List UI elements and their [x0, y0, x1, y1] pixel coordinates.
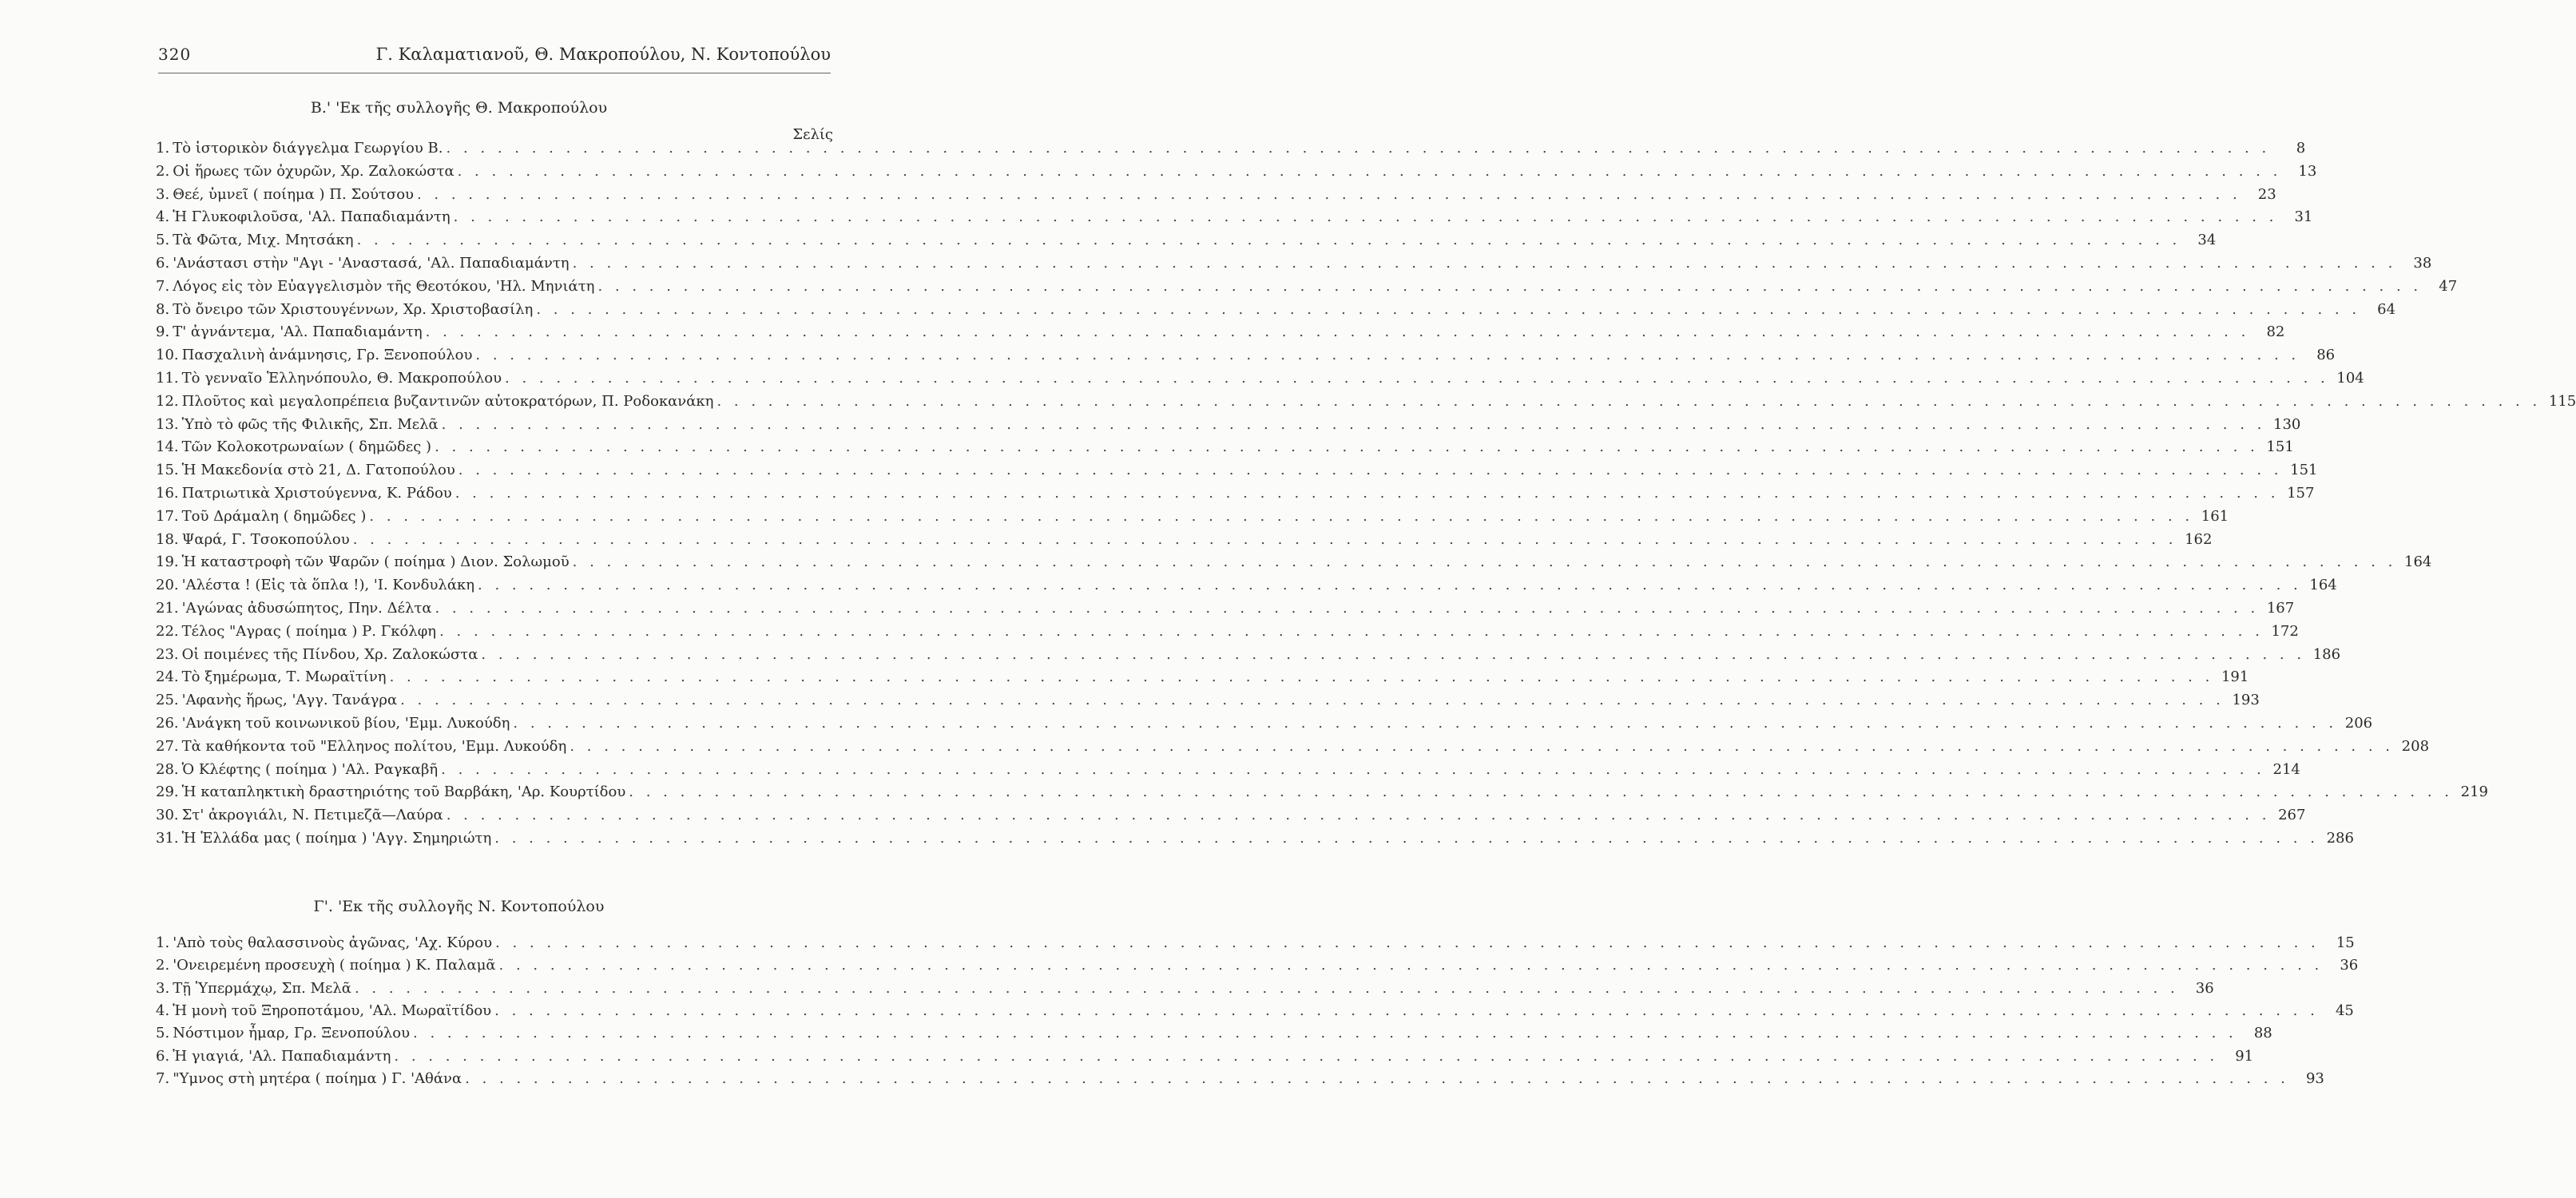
page-header	[158, 45, 831, 69]
entry-number: 25.	[156, 692, 179, 709]
entry-title: Τῇ Ὑπερμάχῳ, Σπ. Μελᾶ	[173, 979, 351, 997]
toc-entry	[156, 692, 2260, 714]
dot-leader	[478, 577, 2302, 593]
entry-title: Ἡ γιαγιά, 'Αλ. Παπαδιαμάντη	[173, 1047, 391, 1065]
entry-number: 27.	[156, 737, 179, 755]
entry-number: 18.	[156, 530, 179, 548]
toc-entry	[156, 760, 2300, 783]
entry-title: 'Ανάγκη τοῦ κοινωνικοῦ βίου, 'Εμμ. Λυκούδη	[181, 715, 510, 732]
entry-title: 'Αλέστα ! (Εἰς τὰ ὅπλα !), 'Ι. Κονδυλάκη	[181, 577, 475, 594]
entry-number: 21.	[156, 600, 179, 617]
dot-leader	[536, 301, 2360, 318]
toc-entry	[156, 1002, 2354, 1025]
dot-leader	[495, 934, 2320, 951]
dot-leader	[465, 1070, 2289, 1087]
entry-number: 24.	[156, 668, 179, 686]
entry-title: Νόστιμον ἦμαρ, Γρ. Ξενοπούλου	[173, 1025, 411, 1042]
entry-number: 5.	[156, 232, 170, 249]
dot-leader	[441, 761, 2265, 778]
toc-entry	[156, 392, 2576, 415]
entry-page-number: 206	[2344, 715, 2373, 732]
entry-page-number: 164	[2404, 553, 2432, 571]
entry-title: Ἡ καταπληκτικὴ δραστηριότης τοῦ Βαρβάκη, 'Αρ. Κουρτίδου	[181, 783, 626, 801]
toc-entry	[156, 1025, 2272, 1047]
toc-entry	[156, 255, 2432, 277]
dot-leader	[353, 531, 2177, 548]
entry-title: Ψαρά, Γ. Τσοκοπούλου	[181, 530, 350, 548]
entry-page-number: 91	[2235, 1047, 2254, 1065]
dot-leader	[494, 1002, 2319, 1019]
entry-number: 3.	[156, 185, 170, 203]
toc-entry	[156, 185, 2276, 208]
toc-entry	[156, 232, 2217, 254]
page-column-label: Σελίς	[792, 126, 833, 143]
entry-title: Ὁ Κλέφτης ( ποίημα ) 'Αλ. Ραγκαβῆ	[181, 760, 439, 778]
page-number: 320	[158, 45, 192, 64]
entry-title: Τέλος "Αγρας ( ποίημα ) Ρ. Γκόλφη	[181, 622, 437, 640]
toc-entry	[156, 438, 2294, 461]
section-b-title: Β.' 'Εκ τῆς συλλογῆς Θ. Μακροπούλου	[310, 99, 608, 117]
entry-number: 4.	[156, 208, 170, 226]
entry-number: 11.	[156, 370, 179, 387]
entry-number: 3.	[156, 979, 170, 997]
entry-number: 2.	[156, 162, 170, 180]
dot-leader	[475, 347, 2300, 363]
dot-leader	[435, 438, 2259, 455]
entry-page-number: 151	[2290, 462, 2318, 479]
entry-page-number: 82	[2266, 323, 2285, 341]
entry-title: Τὸ ἱστορικὸν διάγγελμα Γεωργίου Β.	[173, 140, 443, 157]
dot-leader	[454, 208, 2278, 225]
toc-entry	[156, 347, 2336, 369]
entry-page-number: 86	[2316, 347, 2336, 364]
entry-title: Ἡ Ἑλλάδα μας ( ποίημα ) 'Αγγ. Σημηριώτη	[181, 830, 492, 847]
entry-number: 14.	[156, 438, 179, 456]
entry-title: Ὑπὸ τὸ φῶς τῆς Φιλικῆς, Σπ. Μελᾶ	[181, 415, 439, 433]
dot-leader	[458, 163, 2282, 180]
dot-leader	[355, 980, 2179, 997]
entry-title: Τῶν Κολοκοτρωναίων ( δημῶδες )	[181, 438, 432, 456]
entry-title: Λόγος εἰς τὸν Εὐαγγελισμὸν τῆς Θεοτόκου, 'Ηλ. Μηνιάτη	[173, 277, 595, 295]
entry-page-number: 23	[2257, 185, 2276, 203]
entry-page-number: 64	[2377, 300, 2396, 318]
entry-title: 'Αφανὴς ἥρως, 'Αγγ. Τανάγρα	[181, 692, 398, 709]
entry-number: 12.	[156, 392, 179, 410]
entry-title: Πασχαλινὴ ἀνάμνησις, Γρ. Ξενοπούλου	[181, 347, 473, 364]
entry-page-number: 31	[2294, 208, 2313, 226]
toc-entry	[156, 783, 2489, 806]
entry-title: 'Ονειρεμένη προσευχὴ ( ποίημα ) Κ. Παλαμᾶ	[173, 957, 496, 974]
toc-entry	[156, 323, 2285, 346]
entry-number: 7.	[156, 1069, 170, 1087]
dot-leader	[447, 807, 2271, 823]
dot-leader	[505, 370, 2329, 387]
toc-entry	[156, 957, 2359, 979]
dot-leader	[455, 485, 2280, 502]
entry-number: 17.	[156, 507, 179, 525]
entry-page-number: 191	[2221, 668, 2249, 686]
entry-number: 26.	[156, 715, 179, 732]
dot-leader	[390, 668, 2214, 685]
dot-leader	[447, 140, 2271, 157]
toc-entry	[156, 485, 2315, 507]
toc-entry	[156, 507, 2229, 530]
entry-number: 31.	[156, 830, 179, 847]
entry-page-number: 47	[2439, 277, 2458, 295]
toc-entry	[156, 737, 2430, 760]
entry-number: 1.	[156, 140, 170, 157]
entry-title: Τὸ ὄνειρο τῶν Χριστουγέννων, Χρ. Χριστοβασίλη	[173, 300, 534, 318]
toc-entry	[156, 668, 2249, 691]
dot-leader	[513, 715, 2337, 732]
entry-title: Τ' ἀγνάντεμα, 'Αλ. Παπαδιαμάντη	[173, 323, 423, 341]
entry-page-number: 208	[2401, 737, 2430, 755]
entry-number: 29.	[156, 783, 179, 801]
section-c-title: Γ'. 'Εκ τῆς συλλογῆς Ν. Κοντοπούλου	[313, 898, 605, 915]
entry-page-number: 164	[2309, 577, 2337, 594]
entry-title: 'Αγώνας ἀδυσώπητος, Πην. Δέλτα	[181, 600, 432, 617]
entry-title: 'Ανάστασι στὴν "Αγι - 'Αναστασά, 'Αλ. Παπαδιαμάντη	[173, 255, 570, 272]
dot-leader	[442, 416, 2266, 433]
entry-title: Τὰ καθήκοντα τοῦ "Ελληνος πολίτου, 'Εμμ. Λυκούδη	[181, 737, 567, 755]
entry-title: Τοῦ Δράμαλη ( δημῶδες )	[181, 507, 367, 525]
toc-entry	[156, 622, 2299, 645]
entry-page-number: 151	[2266, 438, 2294, 456]
dot-leader	[481, 646, 2305, 663]
dot-leader	[573, 255, 2397, 272]
entry-title: Οἱ ποιμένες τῆς Πίνδου, Χρ. Ζαλοκώστα	[181, 645, 478, 663]
entry-title: Οἱ ἥρωες τῶν ὀχυρῶν, Χρ. Ζαλοκώστα	[173, 162, 454, 180]
entry-page-number: 45	[2335, 1002, 2354, 1019]
toc-entry	[156, 553, 2432, 576]
entry-page-number: 161	[2201, 507, 2229, 525]
toc-entry	[156, 600, 2295, 622]
dot-leader	[439, 623, 2264, 640]
entry-title: Ἡ Μακεδονία στὸ 21, Δ. Γατοπούλου	[181, 462, 455, 479]
toc-entry	[156, 1047, 2254, 1070]
entry-number: 28.	[156, 760, 179, 778]
dot-leader	[629, 783, 2453, 800]
entry-title: Ἡ Γλυκοφιλοῦσα, 'Αλ. Παπαδιαμάντη	[173, 208, 451, 226]
entry-title: Πλοῦτος καὶ μεγαλοπρέπεια βυζαντινῶν αὐτοκρατόρων, Π. Ροδοκανάκη	[181, 392, 714, 410]
toc-entry	[156, 370, 2364, 392]
dot-leader	[394, 1048, 2218, 1065]
dot-leader	[369, 508, 2193, 525]
dot-leader	[570, 738, 2394, 755]
entry-title: "Υμνος στὴ μητέρα ( ποίημα ) Γ. 'Αθάνα	[173, 1069, 462, 1087]
entry-page-number: 15	[2336, 934, 2355, 951]
dot-leader	[458, 462, 2283, 478]
entry-title: 'Απὸ τοὺς θαλασσινοὺς ἀγῶνας, 'Αχ. Κύρου	[173, 934, 493, 951]
entry-page-number: 214	[2272, 760, 2300, 778]
toc-entry	[156, 140, 2306, 162]
dot-leader	[716, 393, 2541, 410]
entry-title: Τὸ γενναῖο Ἑλληνόπουλο, Θ. Μακροπούλου	[181, 370, 502, 387]
entry-title: Θεέ, ὑμνεῖ ( ποίημα ) Π. Σούτσου	[173, 185, 414, 203]
toc-entry	[156, 208, 2313, 231]
entry-page-number: 172	[2271, 622, 2299, 640]
toc-entry	[156, 645, 2341, 668]
toc-entry	[156, 415, 2301, 438]
dot-leader	[426, 323, 2250, 340]
toc-entry	[156, 577, 2337, 599]
entry-page-number: 36	[2195, 979, 2214, 997]
toc-entry	[156, 1069, 2324, 1093]
toc-entry	[156, 462, 2318, 484]
entry-page-number: 93	[2305, 1069, 2324, 1087]
entry-title: Ἡ καταστροφὴ τῶν Ψαρῶν ( ποίημα ) Διον. Σολωμοῦ	[181, 553, 570, 571]
dot-leader	[573, 553, 2397, 570]
entry-title: Στ' ἀκρογιάλι, Ν. Πετιμεζᾶ—Λαύρα	[181, 807, 443, 824]
entry-title: Τὰ Φῶτα, Μιχ. Μητσάκη	[173, 232, 354, 249]
dot-leader	[400, 692, 2225, 708]
entry-page-number: 162	[2185, 530, 2213, 548]
entry-number: 5.	[156, 1025, 170, 1042]
toc-entry	[156, 530, 2213, 553]
dot-leader	[494, 830, 2319, 847]
entry-number: 7.	[156, 277, 170, 295]
entry-page-number: 193	[2232, 692, 2260, 709]
dot-leader	[435, 600, 2259, 617]
entry-number: 6.	[156, 255, 170, 272]
entry-page-number: 8	[2296, 140, 2306, 157]
entry-page-number: 36	[2340, 957, 2359, 974]
entry-title: Ἡ μονὴ τοῦ Ξηροποτάμου, 'Αλ. Μωραϊτίδου	[173, 1002, 492, 1019]
dot-leader	[413, 1025, 2237, 1041]
entry-page-number: 34	[2197, 232, 2217, 249]
dot-leader	[417, 186, 2241, 203]
running-title: Γ. Καλαματιανοῦ, Θ. Μακροπούλου, Ν. Κοντοπούλου	[375, 45, 831, 64]
toc-entry	[156, 300, 2396, 323]
entry-number: 6.	[156, 1047, 170, 1065]
entry-number: 30.	[156, 807, 179, 824]
entry-page-number: 267	[2278, 807, 2306, 824]
entry-number: 15.	[156, 462, 179, 479]
entry-page-number: 104	[2336, 370, 2364, 387]
toc-entry	[156, 979, 2214, 1002]
entry-title: Τὸ ξημέρωμα, Τ. Μωραϊτίνη	[181, 668, 387, 686]
dot-leader	[357, 232, 2181, 248]
entry-number: 13.	[156, 415, 179, 433]
entry-page-number: 186	[2312, 645, 2341, 663]
toc-entry	[156, 162, 2317, 185]
entry-page-number: 286	[2326, 830, 2354, 847]
entry-number: 2.	[156, 957, 170, 974]
entry-page-number: 130	[2273, 415, 2301, 433]
entry-number: 1.	[156, 934, 170, 951]
toc-entry	[156, 807, 2306, 829]
toc-entry	[156, 715, 2373, 737]
entry-page-number: 38	[2413, 255, 2432, 272]
entry-number: 23.	[156, 645, 179, 663]
dot-leader	[499, 957, 2324, 974]
entry-number: 9.	[156, 323, 170, 341]
entry-page-number: 13	[2298, 162, 2317, 180]
entry-number: 19.	[156, 553, 179, 571]
entry-number: 20.	[156, 577, 179, 594]
entry-page-number: 115	[2548, 392, 2576, 410]
toc-entry	[156, 830, 2354, 852]
toc-entry	[156, 277, 2458, 300]
entry-page-number: 88	[2253, 1025, 2272, 1042]
entry-title: Πατριωτικὰ Χριστούγεννα, Κ. Ράδου	[181, 485, 452, 502]
entry-number: 10.	[156, 347, 179, 364]
entry-page-number: 157	[2287, 485, 2315, 502]
entry-number: 16.	[156, 485, 179, 502]
entry-number: 22.	[156, 622, 179, 640]
entry-page-number: 219	[2460, 783, 2489, 801]
entry-number: 8.	[156, 300, 170, 318]
entry-page-number: 167	[2266, 600, 2295, 617]
toc-entry	[156, 934, 2355, 957]
entry-number: 4.	[156, 1002, 170, 1019]
dot-leader	[597, 278, 2422, 295]
